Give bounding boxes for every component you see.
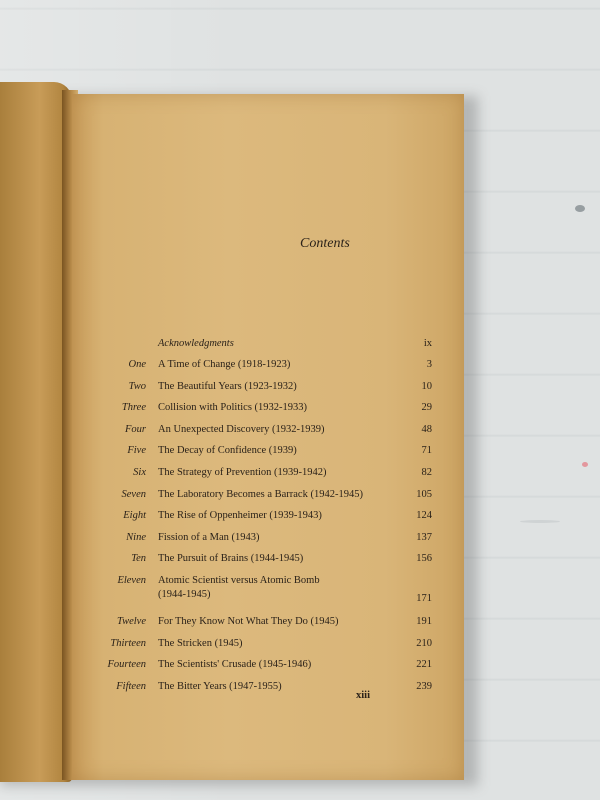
chapter-title: The Stricken (1945) <box>158 637 243 649</box>
chapter-title: The Rise of Oppenheimer (1939-1943) <box>158 510 322 522</box>
chapter-row <box>96 509 432 531</box>
chapter-row <box>96 531 432 553</box>
chapter-page: 221 <box>416 659 432 671</box>
chapter-title: A Time of Change (1918-1923) <box>158 359 291 370</box>
chapter-row <box>96 488 432 510</box>
contents-heading: Contents <box>300 236 350 251</box>
chapter-number: Eight <box>123 510 146 522</box>
chapter-row <box>96 401 432 423</box>
acknowledgments-row <box>96 338 432 358</box>
chapter-row <box>96 466 432 488</box>
chapter-row <box>96 615 432 637</box>
chapter-number: Eleven <box>117 574 146 586</box>
chapter-row <box>96 574 432 615</box>
chapter-page: 239 <box>416 680 432 692</box>
chapter-page: 210 <box>416 637 432 649</box>
chapter-page: 71 <box>421 445 432 457</box>
chapter-title: The Strategy of Prevention (1939-1942) <box>158 466 327 478</box>
chapter-number: Twelve <box>117 615 146 627</box>
chapter-number: Five <box>127 445 146 457</box>
chapter-page: 137 <box>416 531 432 543</box>
chapter-row <box>96 358 432 380</box>
chapter-page: 105 <box>416 488 432 500</box>
chapter-number: One <box>128 359 146 370</box>
chapter-row <box>96 444 432 466</box>
wall-mark <box>520 520 560 523</box>
chapter-number: Thirteen <box>110 637 146 649</box>
chapter-title: The Bitter Years (1947-1955) <box>158 680 282 692</box>
chapter-title: The Pursuit of Brains (1944-1945) <box>158 553 304 565</box>
wall-mark <box>582 462 588 467</box>
chapter-row <box>96 423 432 445</box>
chapter-row <box>96 380 432 402</box>
table-of-contents <box>96 338 432 701</box>
chapter-page: 3 <box>426 359 432 370</box>
chapter-title: An Unexpected Discovery (1932-1939) <box>158 423 325 435</box>
chapter-title: The Beautiful Years (1923-1932) <box>158 380 297 392</box>
chapter-number: Fifteen <box>116 680 146 692</box>
acknowledgments-label: Acknowledgments <box>158 338 234 349</box>
chapter-page: 48 <box>421 423 432 435</box>
chapter-number: Ten <box>131 553 146 565</box>
chapter-title: The Laboratory Becomes a Barrack (1942-1945) <box>158 488 363 500</box>
chapter-page: 156 <box>416 553 432 565</box>
chapter-number: Six <box>133 466 146 478</box>
chapter-page: 82 <box>421 466 432 478</box>
chapter-page: 171 <box>416 592 432 604</box>
chapter-title-continued: (1944-1945) <box>158 588 211 600</box>
chapter-number: Two <box>128 380 146 392</box>
chapter-number: Four <box>125 423 146 435</box>
page-folio: xiii <box>356 690 371 701</box>
wall-mark <box>575 205 585 212</box>
chapter-title: Collision with Politics (1932-1933) <box>158 402 308 414</box>
chapter-number: Three <box>121 402 146 414</box>
chapter-page: 29 <box>421 402 432 414</box>
chapter-row <box>96 552 432 574</box>
chapter-number: Fourteen <box>107 659 146 671</box>
chapter-page: 124 <box>416 510 432 522</box>
chapter-title: Fission of a Man (1943) <box>158 531 260 543</box>
chapter-row <box>96 658 432 680</box>
chapter-page: 10 <box>421 380 432 392</box>
chapter-title: For They Know Not What They Do (1945) <box>158 615 339 627</box>
chapter-page: 191 <box>416 615 432 627</box>
acknowledgments-page: ix <box>423 338 432 349</box>
chapter-number: Seven <box>121 488 146 500</box>
chapter-title: The Decay of Confidence (1939) <box>158 445 297 457</box>
chapter-row <box>96 637 432 659</box>
chapter-title: Atomic Scientist versus Atomic Bomb <box>158 574 320 586</box>
chapter-row <box>96 680 432 702</box>
chapter-title: The Scientists' Crusade (1945-1946) <box>158 659 312 671</box>
chapter-number: Nine <box>126 531 146 543</box>
